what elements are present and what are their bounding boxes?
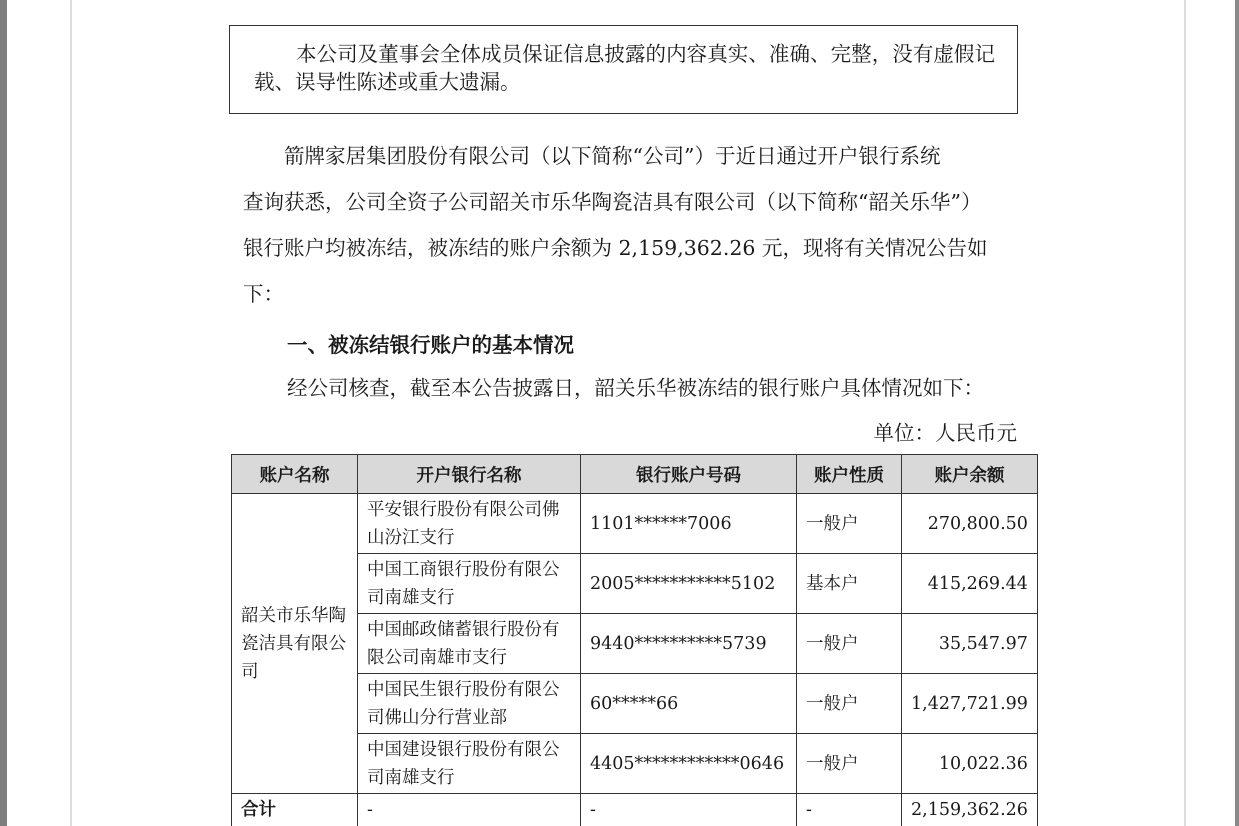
total-balance-cell: 2,159,362.26 [902,794,1038,826]
paragraph-line: 银行账户均被冻结，被冻结的账户余额为 2,159,362.26 元，现将有关情况公告如 [243,236,988,260]
total-bank-cell: - [358,794,581,826]
section-heading: 一、被冻结银行账户的基本情况 [287,333,574,357]
account-type-cell: 一般户 [797,734,902,794]
total-label: 合计 [232,794,358,826]
total-number-cell: - [581,794,797,826]
bank-cell: 中国建设银行股份有限公司南雄支行 [358,734,581,794]
balance-cell: 10,022.36 [902,734,1038,794]
total-row [232,794,1038,826]
table-header-row [232,455,1038,494]
disclaimer-box [229,25,1018,114]
balance-cell: 1,427,721.99 [902,674,1038,734]
viewer-right-edge [1235,0,1239,826]
account-type-cell: 基本户 [797,554,902,614]
account-number-cell: 60*****66 [581,674,797,734]
table-intro: 经公司核查，截至本公告披露日，韶关乐华被冻结的银行账户具体情况如下： [287,376,984,400]
currency-unit: 单位：人民币元 [873,421,1017,445]
bank-cell: 平安银行股份有限公司佛山汾江支行 [358,494,581,554]
disclaimer-text: 本公司及董事会全体成员保证信息披露的内容真实、准确、完整，没有虚假记载、误导性陈述或重大遗漏。 [254,42,995,94]
header-account-name: 账户名称 [232,455,358,494]
account-type-cell: 一般户 [797,494,902,554]
header-bank-name: 开户银行名称 [358,455,581,494]
total-type-cell: - [797,794,902,826]
viewer-left-edge [0,0,7,826]
account-number-cell: 9440**********5739 [581,614,797,674]
balance-cell: 270,800.50 [902,494,1038,554]
header-balance: 账户余额 [902,455,1038,494]
header-account-type: 账户性质 [797,455,902,494]
balance-cell: 35,547.97 [902,614,1038,674]
bank-cell: 中国邮政储蓄银行股份有限公司南雄市支行 [358,614,581,674]
announcement-paragraph [243,133,1019,317]
paragraph-line: 查询获悉，公司全资子公司韶关市乐华陶瓷洁具有限公司（以下简称“韶关乐华”） [243,190,982,214]
account-type-cell: 一般户 [797,614,902,674]
account-number-cell: 1101******7006 [581,494,797,554]
header-account-number: 银行账户号码 [581,455,797,494]
frozen-accounts-table [231,454,1038,826]
paragraph-line: 下： [243,282,284,306]
paragraph-line: 箭牌家居集团股份有限公司（以下简称“公司”）于近日通过开户银行系统 [243,144,941,168]
account-number-cell: 4405************0646 [581,734,797,794]
table-row [232,494,1038,554]
account-name-cell: 韶关市乐华陶瓷洁具有限公司 [232,494,358,794]
bank-cell: 中国工商银行股份有限公司南雄支行 [358,554,581,614]
bank-cell: 中国民生银行股份有限公司佛山分行营业部 [358,674,581,734]
account-type-cell: 一般户 [797,674,902,734]
account-number-cell: 2005***********5102 [581,554,797,614]
balance-cell: 415,269.44 [902,554,1038,614]
